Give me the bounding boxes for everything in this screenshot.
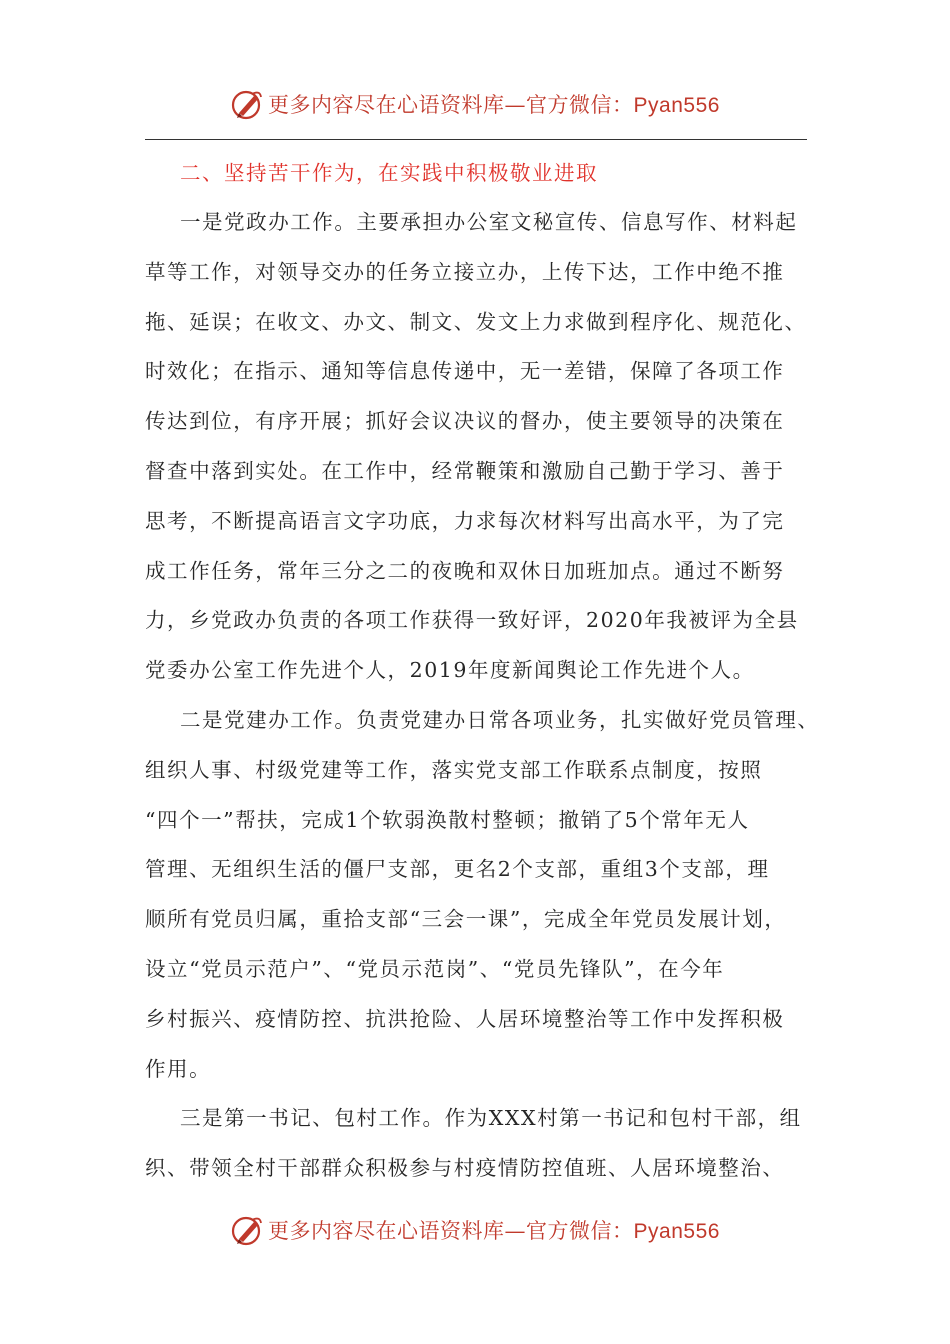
text-line: 传达到位，有序开展；抓好会议决议的督办，使主要领导的决策在	[145, 409, 785, 434]
footer-watermark	[0, 1210, 950, 1250]
text-line: 拖、延误；在收文、办文、制文、发文上力求做到程序化、规范化、	[145, 309, 807, 334]
text-line: 作用。	[145, 1056, 212, 1081]
text-line: 草等工作，对领导交办的任务立接立办，上传下达，工作中绝不推	[145, 259, 785, 284]
pen-logo-icon	[230, 87, 264, 121]
text-line: 时效化；在指示、通知等信息传递中，无一差错，保障了各项工作	[145, 359, 785, 384]
text-line: “四个一”帮扶，完成1个软弱涣散村整顿；撤销了5个常年无人	[145, 807, 750, 832]
text-line: 成工作任务，常年三分之二的夜晚和双休日加班加点。通过不断努	[145, 558, 785, 583]
text-line: 三是第一书记、包村工作。作为XXX村第一书记和包村干部，组	[180, 1106, 802, 1131]
watermark-wechat-id: Pyan556	[633, 94, 720, 117]
paragraph-lines	[145, 198, 820, 1194]
header-divider	[145, 139, 807, 140]
text-line: 管理、无组织生活的僵尸支部，更名2个支部，重组3个支部，理	[145, 857, 770, 882]
text-line: 顺所有党员归属，重拾支部“三会一课”，完成全年党员发展计划，	[145, 907, 787, 932]
text-line: 思考，不断提高语言文字功底，力求每次材料写出高水平，为了完	[145, 508, 785, 533]
section-heading: 二、坚持苦干作为，在实践中积极敬业进取	[180, 161, 598, 185]
header-watermark	[0, 84, 950, 124]
watermark-text	[268, 1215, 720, 1245]
watermark-label: 更多内容尽在心语资料库—官方微信：	[268, 93, 634, 117]
watermark-text	[268, 89, 720, 119]
text-line: 党委办公室工作先进个人，2019年度新闻舆论工作先进个人。	[145, 658, 755, 683]
text-line: 督查中落到实处。在工作中，经常鞭策和激励自己勤于学习、善于	[145, 458, 785, 483]
text-line: 组织人事、村级党建等工作，落实党支部工作联系点制度，按照	[145, 757, 763, 782]
text-line: 一是党政办工作。主要承担办公室文秘宣传、信息写作、材料起	[180, 210, 798, 234]
watermark-wechat-id: Pyan556	[633, 1220, 720, 1243]
pen-logo-icon	[230, 1213, 264, 1247]
text-line: 力，乡党政办负责的各项工作获得一致好评，2020年我被评为全县	[145, 608, 799, 633]
document-body	[145, 148, 820, 1194]
watermark-label: 更多内容尽在心语资料库—官方微信：	[268, 1219, 634, 1243]
text-line: 二是党建办工作。负责党建办日常各项业务，扎实做好党员管理、	[180, 707, 820, 732]
text-line: 乡村振兴、疫情防控、抗洪抢险、人居环境整治等工作中发挥积极	[145, 1006, 785, 1031]
text-line: 设立“党员示范户”、“党员示范岗”、“党员先锋队”，在今年	[145, 956, 725, 981]
text-line: 织、带领全村干部群众积极参与村疫情防控值班、人居环境整治、	[145, 1156, 785, 1181]
